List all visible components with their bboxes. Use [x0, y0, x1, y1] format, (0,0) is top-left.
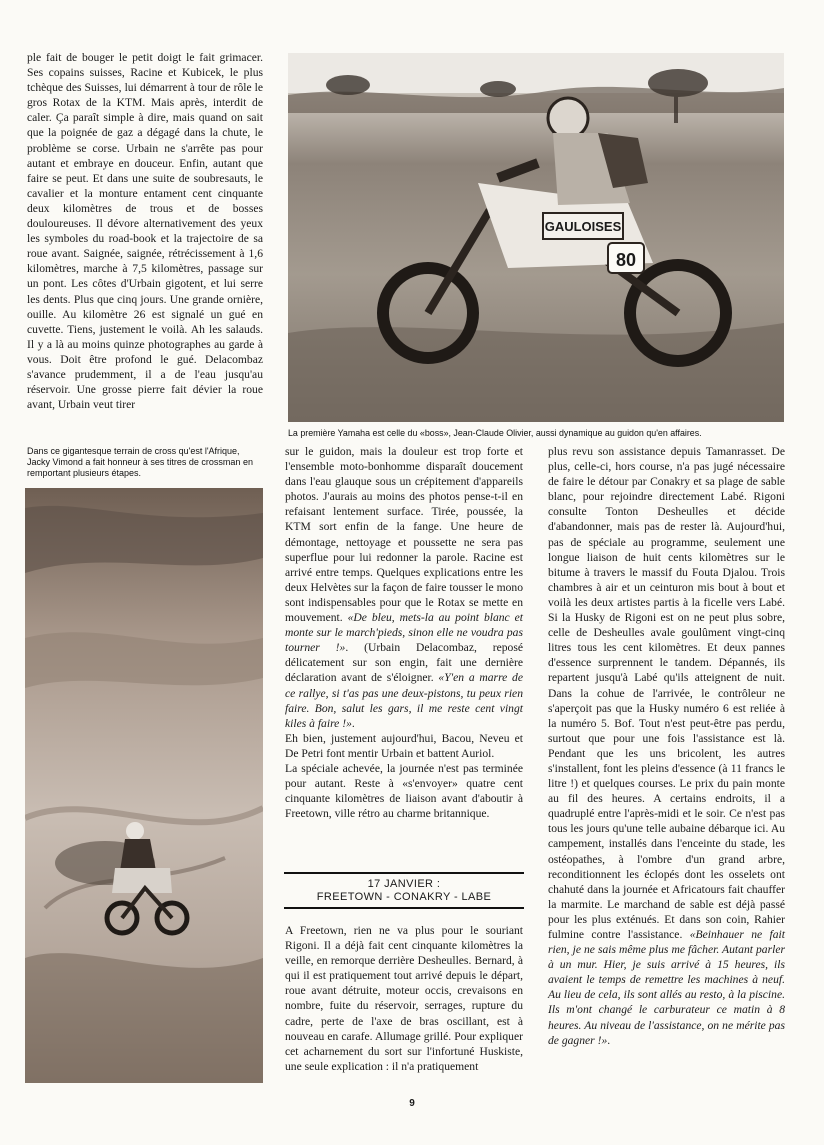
- article-column-3: [548, 444, 785, 1048]
- column-3-paragraph-1b: .: [607, 1033, 611, 1047]
- section-heading: [284, 872, 524, 909]
- caption-left-photo: Dans ce gigantesque terrain de cross qu'est l'Afrique, Jacky Vimond a fait honneur à ses titres de crossman en remportant plusieurs étapes.: [27, 446, 253, 478]
- column-3-paragraph-1: plus revu son assistance depuis Tamanrasset. De plus, celle-ci, hors course, n'a pas jugé nécessaire de faire le détour par Conakry et sa plage de sable blanc, pour rejoindre directement Labé. Rigoni consulte Tonton Desheulles et décide d'abandonner, mais pas de rester là. Aujourd'hui, pas de spéciale au programme, seulement une longue liaison de huit cents kilomètres sur le bitume à travers le massif du Fouta Djalou. Trois chambres à air et un ceinturon mis bout à bout et voilà les deux artistes partis à la ficelle vers Labé. Si la Husky de Rigoni est on ne peut plus sobre, celle de Desheulles avale goulûment vingt-cinq litres tous les cent kilomètres. Et deux pannes d'essence surprennent le tandem. Dépannés, ils repartent jusqu'à Labé qu'ils atteignent de nuit. Dans la cohue de l'arrivée, le contrôleur ne s'aperçoit pas que la Husky numéro 6 est reliée à la numéro 5. Bof. Tout n'est peut-être pas perdu, surtout que pour une fois l'assistance est là. Pendant que les uns bricolent, les autres s'installent, font les pleins d'essence (à 11 francs le litre !) et quelques courses. Le prix du pain monte au fil des heures. A certains endroits, il a quadruplé entre l'après-midi et le soir. Ce n'est pas tous les jours qu'une telle aubaine débarque ici. Au campement, installés dans l'enceinte du stade, les ostéopathes, à l'ombre d'un grand arbre, reconditionnent les éclopés dont les osselets ont chahuté dans la journée et Africatours fait chauffer la marmite. Le marchand de sable est déjà passé pour les plus exténués. Et dans son coin, Rahier fulmine contre l'assistance.: [548, 445, 785, 941]
- column-3-quote-1: «Beinhauer ne fait rien, je ne sais même plus me fâcher. Autant parler à un mur. Hier, je suis arrivé à 15 heures, ils avaient le temps de remettre les machines à neuf. Au lieu de cela, ils sont allés au resto, à la piscine. Ils m'ont changé le carburateur ce matin à 8 heures. Au niveau de l'assistance, on ne mérite pas de gagner !»: [548, 928, 785, 1047]
- column-2-paragraph-1c: .: [351, 716, 355, 730]
- column-1-text: ple fait de bouger le petit doigt le fait grimacer. Ses copains suisses, Racine et Kubicek, le plus tchèque des Suisses, lui démarrent à tour de rôle le gros Rotax de la KTM. Mais après, interdit de caler. Ça paraît simple à dire, mais quand on sait que la poignée de gaz a dégagé dans la chute, le problème se corse. Urbain ne s'arrête pas pour autant et embraye en douceur. Enfin, autant que faire se peut. Et dans une suite de soubresauts, le cavalier et la monture entament cent cinquante deux kilomètres de trous et de bosses douloureuses. Il dévore alternativement des yeux les symboles du road-book et la trajectoire de sa roue avant. Saignée, saignée, rétrécissement à 1,6 kilomètres, marche à 7,5 kilomètres, passage sur un pont. Les côtes d'Urbain gigotent, et lui serre les dents. Plus que cinq jours. Une grande ornière, ouille. Au kilomètre 26 est signalé un gué en cuvette. Tiens, justement le voilà. Ah les salauds. Il y a là au moins quinze photographes au garde à vous. Doit être profond le gué. Delacombaz s'avance prudemment, il a de l'eau jusqu'au réservoir. Une grosse pierre fait dévier la roue avant, Urbain veut tirer: [27, 51, 263, 412]
- column-2-quote-1: «De bleu, mets-la au point blanc et monte sur le march'pieds, sinon elle ne voudra pas tourner !»: [285, 611, 523, 655]
- photo-yamaha-image: [288, 53, 784, 422]
- article-column-2-continued: [285, 923, 523, 1074]
- bike-number-label: 80: [615, 250, 637, 270]
- photo-desert-cross: [25, 488, 263, 1083]
- article-column-1: [27, 50, 263, 412]
- column-2-paragraph-1: sur le guidon, mais la douleur est trop forte et l'ensemble moto-bonhomme disparaît doucement dans l'eau glauque sous un crépitement d'appareils photos. J'aurais au moins des photos pense-t-il en refaisant lentement surface. Tirée, poussée, la KTM sort enfin de la fange. Une heure de démontage, nettoyage et poussette ne sera pas superflue pour lui redonner la parole. Racine est arrivé entre temps. Quelques explications entre les deux Helvètes sur la façon de faire tousser le mono sont indispensables pour que le Rotax se mette en mouvement.: [285, 445, 523, 625]
- bike-sponsor-label: GAULOISES: [544, 219, 622, 234]
- photo-yamaha: [288, 53, 784, 422]
- page-number: 9: [409, 1098, 415, 1109]
- section-heading-route: FREETOWN - CONAKRY - LABE: [316, 891, 492, 903]
- column-2-paragraph-3: La spéciale achevée, la journée n'est pas terminée pour autant. Reste à «s'envoyer» quatre cent cinquante kilomètres de liaison avant d'aboutir à Freetown, ville rétro au charme britannique.: [285, 761, 523, 821]
- section-heading-date: 17 JANVIER :: [367, 878, 441, 890]
- column-2-paragraph-2: Eh bien, justement aujourd'hui, Bacou, Neveu et De Petri font mentir Urbain et battent Auriol.: [285, 731, 523, 760]
- caption-top-photo: La première Yamaha est celle du «boss», Jean-Claude Olivier, aussi dynamique au guidon qu'en affaires.: [288, 428, 702, 438]
- article-column-2: [285, 444, 523, 821]
- column-2-paragraph-4: A Freetown, rien ne va plus pour le souriant Rigoni. Il a déjà fait cent cinquante kilomètres la veille, en remorque derrière Desheulles. Bernard, à qui il est pratiquement tout arrivé depuis le départ, roue avant détruite, moteur occis, crevaisons en nombre, fuite du réservoir, serrages, rupture du cadre, perte de l'axe de bras oscillant, est à nouveau en carafe. Allumage grillé. Pour expliquer cet acharnement du sort sur l'infortuné Huskiste, une seule explication : il n'a pratiquement: [285, 924, 523, 1073]
- photo-desert-cross-image: [25, 488, 263, 1083]
- column-2-paragraph-1b: . (Urbain Delacombaz, reposé délicatement sur son engin, fait une dernière déclaration avant de s'éloigner.: [285, 641, 523, 685]
- column-2-quote-2: «Y'en a marre de ce rallye, si t'as pas une deux-pistons, tu peux rien faire. Bon, salut les gars, il me reste cent vingt kiles à faire !»: [285, 671, 523, 730]
